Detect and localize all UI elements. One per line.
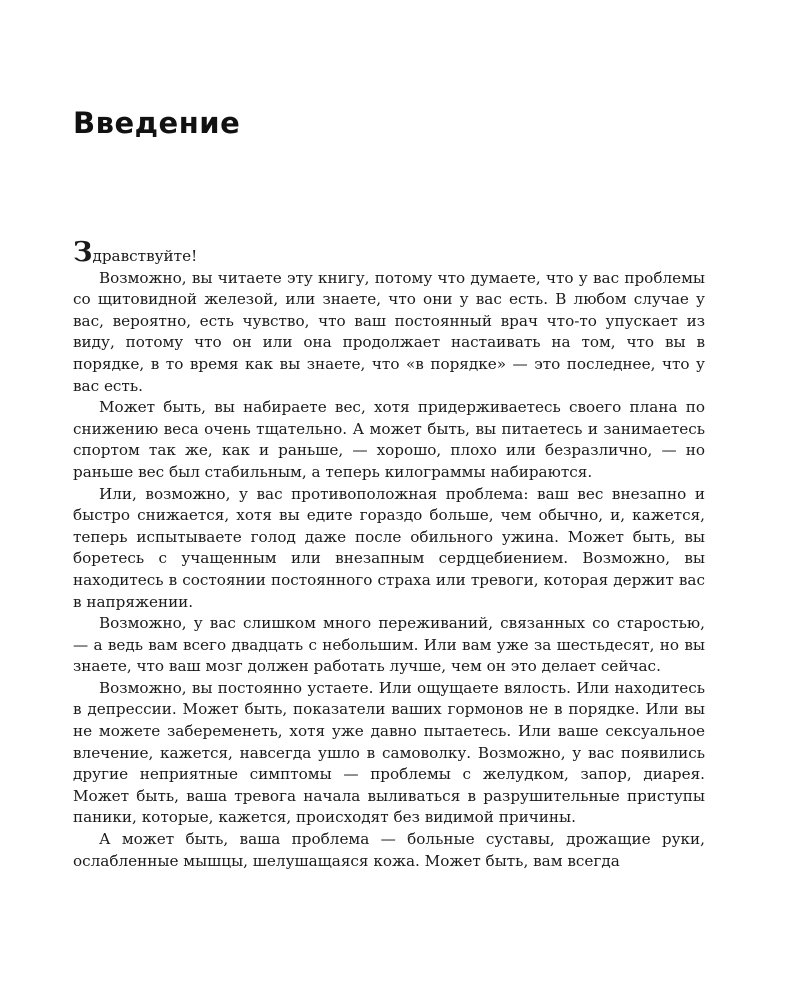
paragraph-1: Возможно, вы читаете эту книгу, потому что думаете, что у вас проблемы со щитовидной железой, или знаете, что они у вас есть. В любом случае у вас, вероятно, есть чувство, что ваш постоянный врач что-то упускает из виду, потому что он или она продолжает настаивать на том, что вы в порядке, в то время как вы знаете, что «в порядке» — это последнее, что у вас есть.	[73, 268, 705, 395]
paragraph-5: Возможно, вы постоянно устаете. Или ощущаете вялость. Или находитесь в депрессии. Может быть, показатели ваших гормонов не в порядке. Или вы не можете забеременеть, хотя уже давно пытаетесь. Или ваше сексуальное влечение, кажется, навсегда ушло в самоволку. Возможно, у вас появились другие неприятные симптомы — проблемы с желудком, запор, диарея. Может быть, ваша тревога начала выливаться в разрушительные приступы паники, которые, кажется, происходят без видимой причины.	[73, 678, 705, 827]
paragraph-6: А может быть, ваша проблема — больные суставы, дрожащие руки, ослабленные мышцы, шелушащаяся кожа. Может быть, вам всегда	[73, 830, 705, 870]
paragraph-3: Или, возможно, у вас противоположная проблема: ваш вес внезапно и быстро снижается, хотя вы едите гораздо больше, чем обычно, и, кажется, теперь испытываете голод даже после обильного ужина. Может быть, вы боретесь с учащенным или внезапным сердцебиением. Возможно, вы находитесь в состоянии постоянного страха или тревоги, которая держит вас в напряжении.	[73, 484, 705, 611]
paragraph-2: Может быть, вы набираете вес, хотя придерживаетесь своего плана по снижению веса очень тщательно. А может быть, вы питаетесь и занимаетесь спортом так же, как и раньше, — хорошо, плохо или безразлично, — но раньше вес был стабильным, а теперь килограммы набираются.	[73, 398, 705, 481]
chapter-title: Введение	[73, 106, 241, 140]
paragraph-4: Возможно, у вас слишком много переживаний, связанных со старостью, — а ведь вам всего двадцать с небольшим. Или вам уже за шестьдесят, но вы знаете, что ваш мозг должен работать лучше, чем он это делает сейчас.	[73, 614, 705, 676]
greeting-text: дравствуйте!	[92, 247, 198, 265]
body-text	[73, 237, 705, 872]
drop-cap-initial: З	[73, 237, 93, 268]
greeting-line	[73, 237, 705, 268]
